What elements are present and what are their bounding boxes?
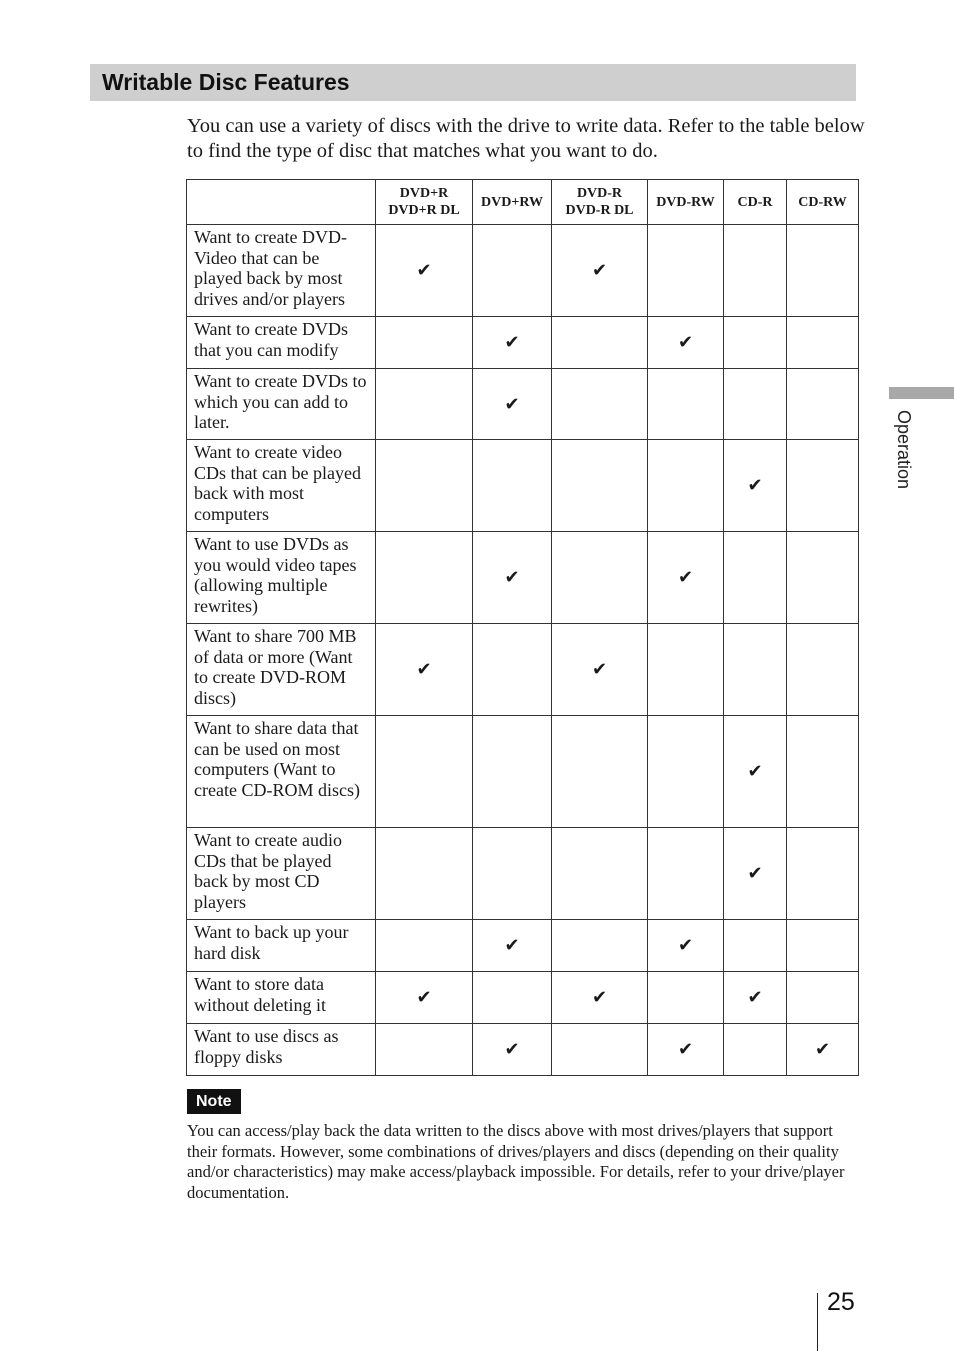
mark-cell [376,1024,473,1076]
table-row [187,624,859,716]
table-header-row [187,180,859,225]
task-cell: Want to create DVDs to which you can add to later. [187,369,376,440]
mark-cell [473,716,552,828]
mark-cell [376,369,473,440]
task-cell: Want to use DVDs as you would video tapes (allowing multiple rewrites) [187,532,376,624]
header-empty-cell [187,180,376,225]
note-label: Note [187,1089,241,1114]
table-row [187,972,859,1024]
checkmark-icon: ✔ [504,935,520,956]
mark-cell [724,440,787,532]
mark-cell [552,828,648,920]
checkmark-icon: ✔ [591,659,608,680]
mark-cell [787,1024,859,1076]
mark-cell [787,828,859,920]
page-number: 25 [827,1288,855,1316]
mark-cell [376,317,473,369]
mark-cell [473,624,552,716]
mark-cell [648,440,724,532]
checkmark-icon: ✔ [747,761,763,782]
mark-cell [648,317,724,369]
task-cell: Want to back up your hard disk [187,920,376,972]
table-row [187,225,859,317]
mark-cell [552,972,648,1024]
mark-cell [473,440,552,532]
side-tab-marker [889,387,954,399]
mark-cell [787,716,859,828]
column-header-dvd-plus-rw: DVD+RW [473,180,552,225]
checkmark-icon: ✔ [677,935,694,956]
table-row [187,828,859,920]
mark-cell [552,624,648,716]
checkmark-icon: ✔ [504,393,520,415]
mark-cell [376,624,473,716]
mark-cell [648,369,724,440]
mark-cell [724,317,787,369]
mark-cell [724,972,787,1024]
note-text: You can access/play back the data written to the discs above with most drives/players that support their formats. However, some combinations of drives/players and discs (depending on their quality and/or characteristics) may make access/playback impossible. For details, refer to your drive/player documentation. [187,1121,845,1203]
mark-cell [648,1024,724,1076]
mark-cell [473,317,552,369]
mark-cell [724,369,787,440]
checkmark-icon: ✔ [416,659,432,680]
mark-cell [724,920,787,972]
mark-cell [376,716,473,828]
checkmark-icon: ✔ [677,567,694,588]
mark-cell [724,225,787,317]
table-row [187,369,859,440]
mark-cell [787,369,859,440]
task-cell: Want to create DVD-Video that can be played back by most drives and/or players [187,225,376,317]
mark-cell [552,369,648,440]
mark-cell [648,828,724,920]
mark-cell [552,532,648,624]
task-cell: Want to create audio CDs that be played back by most CD players [187,828,376,920]
mark-cell [787,317,859,369]
mark-cell [552,317,648,369]
checkmark-icon: ✔ [747,863,763,884]
mark-cell [787,972,859,1024]
mark-cell [473,369,552,440]
mark-cell [648,624,724,716]
column-header-dvd-minus-rw: DVD-RW [648,180,724,225]
mark-cell [376,828,473,920]
mark-cell [552,225,648,317]
mark-cell [724,1024,787,1076]
mark-cell [473,920,552,972]
checkmark-icon: ✔ [504,332,520,353]
table-row [187,716,859,828]
mark-cell [787,920,859,972]
task-cell: Want to store data without deleting it [187,972,376,1024]
mark-cell [473,1024,552,1076]
mark-cell [724,532,787,624]
mark-cell [552,1024,648,1076]
mark-cell [473,972,552,1024]
checkmark-icon: ✔ [504,1039,520,1060]
task-cell: Want to use discs as floppy disks [187,1024,376,1076]
checkmark-icon: ✔ [416,987,432,1008]
task-cell: Want to create video CDs that can be played back with most computers [187,440,376,532]
mark-cell [787,532,859,624]
task-cell: Want to create DVDs that you can modify [187,317,376,369]
mark-cell [473,828,552,920]
mark-cell [376,920,473,972]
mark-cell [648,716,724,828]
checkmark-icon: ✔ [504,567,520,588]
table-row [187,317,859,369]
column-header-dvd-plus-r: DVD+R DVD+R DL [376,180,473,225]
table-row [187,532,859,624]
section-title: Writable Disc Features [102,69,350,95]
table-body [187,225,859,1076]
mark-cell [648,972,724,1024]
task-cell: Want to share 700 MB of data or more (Want to create DVD-ROM discs) [187,624,376,716]
mark-cell [552,716,648,828]
mark-cell [473,532,552,624]
mark-cell [473,225,552,317]
checkmark-icon: ✔ [591,260,608,281]
checkmark-icon: ✔ [677,332,694,353]
mark-cell [648,225,724,317]
intro-paragraph: You can use a variety of discs with the drive to write data. Refer to the table below to find the type of disc that matches what you want to do. [187,115,865,162]
mark-cell [724,716,787,828]
checkmark-icon: ✔ [814,1039,831,1060]
mark-cell [648,920,724,972]
mark-cell [376,225,473,317]
mark-cell [787,225,859,317]
mark-cell [724,828,787,920]
mark-cell [648,532,724,624]
checkmark-icon: ✔ [591,987,608,1008]
checkmark-icon: ✔ [747,475,763,496]
page-number-rule [817,1293,818,1351]
checkmark-icon: ✔ [677,1039,694,1060]
mark-cell [552,440,648,532]
column-header-cd-r: CD-R [724,180,787,225]
table-row [187,1024,859,1076]
table-row [187,920,859,972]
mark-cell [787,440,859,532]
mark-cell [787,624,859,716]
section-header-bar [90,64,856,101]
task-cell: Want to share data that can be used on most computers (Want to create CD-ROM discs) [187,716,376,828]
mark-cell [552,920,648,972]
mark-cell [376,440,473,532]
checkmark-icon: ✔ [747,987,763,1008]
disc-features-table [186,179,859,1076]
mark-cell [724,624,787,716]
mark-cell [376,972,473,1024]
column-header-dvd-minus-r: DVD-R DVD-R DL [552,180,648,225]
mark-cell [376,532,473,624]
table-row [187,440,859,532]
checkmark-icon: ✔ [416,260,432,281]
column-header-cd-rw: CD-RW [787,180,859,225]
side-tab-label: Operation [894,410,914,490]
